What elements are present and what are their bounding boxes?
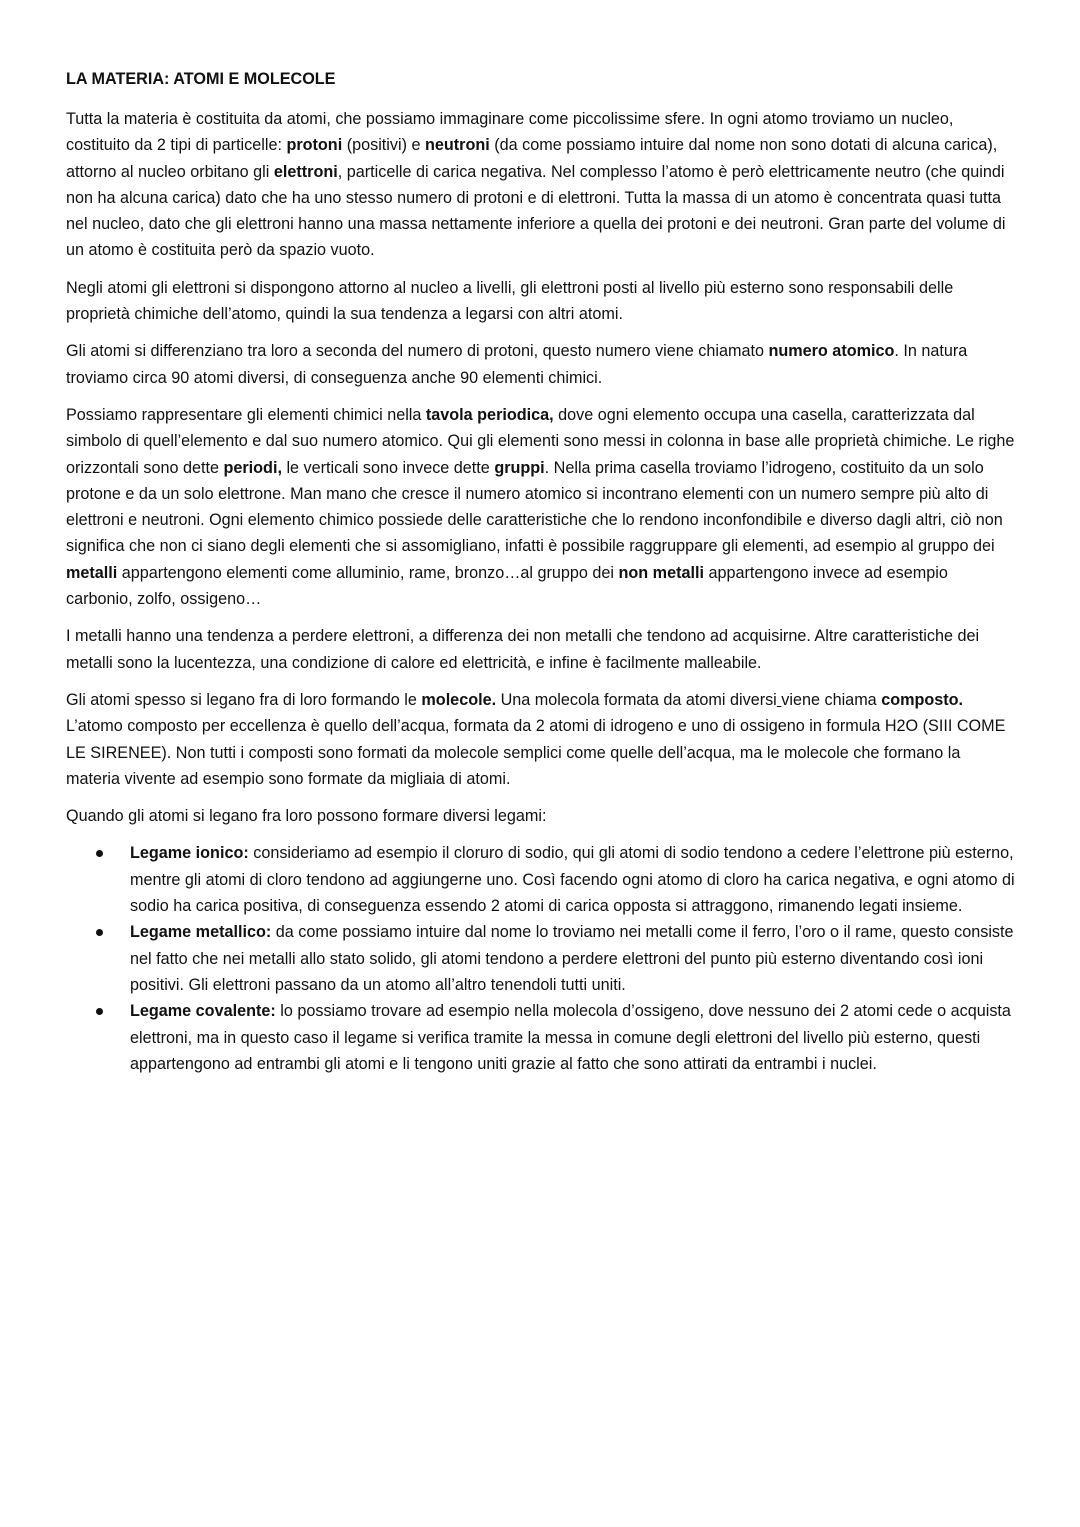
list-item xyxy=(66,998,1016,1077)
text-run: Una molecola formata da atomi diversi xyxy=(496,690,777,709)
term-gruppi: gruppi xyxy=(494,458,545,477)
bullet-icon xyxy=(96,1008,103,1015)
bullet-icon xyxy=(96,850,103,857)
text-run: , particelle di carica negativa. Nel complesso l’atomo è però elettricamente neutro (che quindi non ha alcuna carica) dato che ha uno stesso numero di protoni e di elettroni. Tutta la massa di un atomo è concentrata quasi tutta nel nucleo, dato che gli elettroni hanno una massa nettamente inferiore a quella dei protoni e dei neutroni. Gran parte del volume di un atomo è costituita però da spazio vuoto. xyxy=(66,162,1006,260)
paragraph-atomic-number xyxy=(66,338,1016,391)
text-run: Gli atomi spesso si legano fra di loro formando le xyxy=(66,690,422,709)
text-run: le verticali sono invece dette xyxy=(281,458,495,477)
term-legame-covalente: Legame covalente: xyxy=(130,1002,276,1021)
bullet-icon xyxy=(96,929,103,936)
text-run: Gli atomi si differenziano tra loro a seconda del numero di protoni, questo numero viene chiamato xyxy=(66,342,769,361)
text-run: lo possiamo trovare ad esempio nella molecola d’ossigeno, dove nessuno dei 2 atomi cede o acquista elettroni, ma in questo caso il legame si verifica tramite la messa in comune degli elettroni del livello più esterno, questi appartengono ad entrambi gli atomi e li tengono uniti grazie al fatto che sono attirati da entrambi i nuclei. xyxy=(130,1002,1011,1073)
term-tavola-periodica: tavola periodica, xyxy=(425,405,554,424)
text-run: (positivi) e xyxy=(342,136,425,155)
term-non-metalli: non metalli xyxy=(618,563,704,582)
paragraph-molecules xyxy=(66,687,1016,792)
term-metalli: metalli xyxy=(66,563,118,582)
term-periodi: periodi, xyxy=(223,458,282,477)
paragraph-atoms xyxy=(66,106,1016,264)
text-run: . In natura troviamo circa 90 atomi diversi, di conseguenza anche 90 elementi chimici. xyxy=(66,342,968,387)
paragraph-bonds-intro: Quando gli atomi si legano fra loro possono formare diversi legami: xyxy=(66,807,547,826)
paragraph-periodic-table xyxy=(66,402,1016,612)
page-title: LA MATERIA: ATOMI E MOLECOLE xyxy=(66,70,336,88)
paragraph-metals: I metalli hanno una tendenza a perdere elettroni, a differenza dei non metalli che tendono ad acquisirne. Altre caratteristiche dei metalli sono la lucentezza, una condizione di calore ed elettricità, e infine è facilmente malleabile. xyxy=(66,627,980,672)
bond-list xyxy=(66,840,1016,1077)
term-molecole: molecole. xyxy=(421,690,497,709)
text-run: dove ogni elemento occupa una casella, caratterizzata dal simbolo di quell’elemento e dal suo numero atomico. Qui gli elementi sono messi in colonna in base alle proprietà chimiche. Le righe orizzontali sono dette xyxy=(66,405,1015,477)
text-run: Tutta la materia è costituita da atomi, che possiamo immaginare come piccolissime sfere. In ogni atomo troviamo un nucleo, costituito da 2 tipi di particelle: xyxy=(66,110,954,155)
document-page xyxy=(66,66,1016,1077)
text-run: viene chiama xyxy=(781,690,882,709)
text-run: . Nella prima casella troviamo l’idrogeno, costituito da un solo protone e da un solo elettrone. Man mano che cresce il numero atomico si incontrano elementi con un numero sempre più alto di elettroni e neutroni. Ogni elemento chimico possiede delle caratteristiche che lo rendono inconfondibile e diverso dagli altri, ciò non significa che non ci siano degli elementi che si assomigliano, infatti è possibile raggruppare gli elementi, ad esempio al gruppo dei xyxy=(66,458,1003,556)
term-neutroni: neutroni xyxy=(424,136,490,155)
term-legame-ionico: Legame ionico: xyxy=(130,844,249,863)
text-run: appartengono invece ad esempio carbonio, zolfo, ossigeno… xyxy=(66,563,948,609)
list-item xyxy=(66,919,1016,998)
term-legame-metallico: Legame metallico: xyxy=(130,923,272,942)
text-run: Possiamo rappresentare gli elementi chimici nella xyxy=(66,405,426,424)
term-elettroni: elettroni xyxy=(273,162,338,181)
text-run: (da come possiamo intuire dal nome non sono dotati di alcuna carica), attorno al nucleo orbitano gli xyxy=(66,136,998,181)
text-run: da come possiamo intuire dal nome lo troviamo nei metalli come il ferro, l’oro o il rame, questo consiste nel fatto che nei metalli allo stato solido, gli atomi tendono a perdere elettroni del punto più esterno diventando così ioni positivi. Gli elettroni passano da un atomo all’altro tenendoli tutti uniti. xyxy=(130,923,1014,994)
term-numero-atomico: numero atomico xyxy=(768,342,895,361)
term-composto: composto. xyxy=(881,690,964,709)
list-item xyxy=(66,840,1016,919)
text-run: L’atomo composto per eccellenza è quello dell’acqua, formata da 2 atomi di idrogeno e uno di ossigeno in formula H2O (SIII COME LE SIRENEE). Non tutti i composti sono formati da molecole semplici come quelle dell’acqua, ma le molecole che formano la materia vivente ad esempio sono formate da migliaia di atomi. xyxy=(66,717,1006,788)
text-run: consideriamo ad esempio il cloruro di sodio, qui gli atomi di sodio tendono a cedere l’elettrone più esterno, mentre gli atomi di cloro tendono ad aggiungerne uno. Così facendo ogni atomo di cloro ha carica negativa, e ogni atomo di sodio ha carica positiva, di conseguenza essendo 2 atomi di carica opposta si attraggono, rimanendo legati insieme. xyxy=(130,844,1015,916)
text-run: appartengono elementi come alluminio, rame, bronzo…al gruppo dei xyxy=(117,563,619,582)
term-protoni: protoni xyxy=(286,136,343,155)
paragraph-levels: Negli atomi gli elettroni si dispongono attorno al nucleo a livelli, gli elettroni posti al livello più esterno sono responsabili delle proprietà chimiche dell’atomo, quindi la sua tendenza a legarsi con altri atomi. xyxy=(66,278,954,324)
